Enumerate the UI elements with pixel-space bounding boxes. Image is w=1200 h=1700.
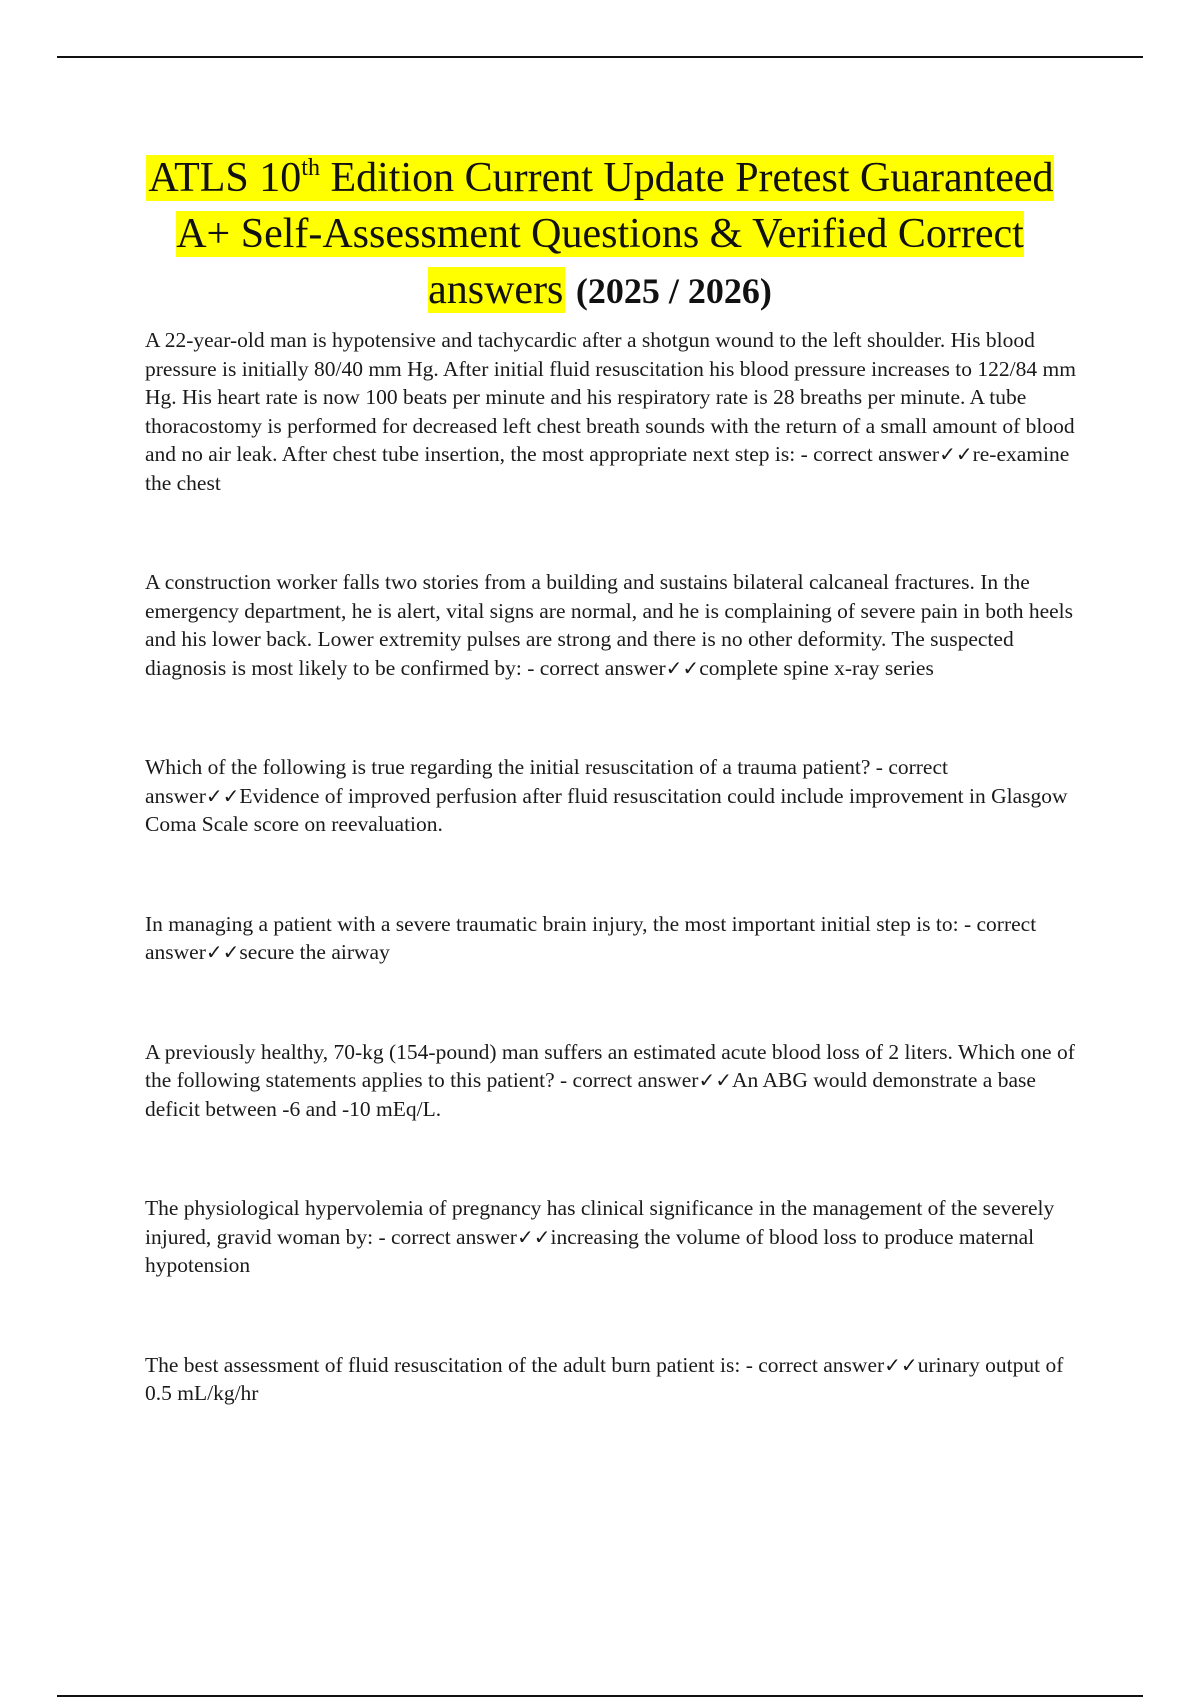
qa-item: [145, 568, 1090, 682]
document-title: [120, 150, 1080, 319]
bottom-rule: [57, 1695, 1143, 1697]
question-text: The best assessment of fluid resuscitation of the adult burn patient is:: [145, 1352, 741, 1377]
qa-item: [145, 910, 1090, 967]
top-rule: [57, 56, 1143, 58]
question-text: A construction worker falls two stories from a building and sustains bilateral calcaneal fractures. In the emergency department, he is alert, vital signs are normal, and he is complaining of severe pain in both heels and his lower back. Lower extremity pulses are strong and there is no other deformity. The suspected diagnosis is most likely to be confirmed by:: [145, 570, 1073, 680]
title-part-2: Edition Current Update Pretest Guaranteed A+ Self-Assessment Questions & Verified Correct answers: [176, 155, 1054, 313]
title-year: (2025 / 2026): [575, 271, 772, 311]
answer-text: Evidence of improved perfusion after fluid resuscitation could include improvement in Glasgow Coma Scale score on reevaluation.: [145, 783, 1068, 836]
check-icon: ✓✓: [205, 940, 240, 964]
answer-text: re-examine the chest: [145, 442, 1070, 495]
check-icon: ✓✓: [698, 1068, 732, 1092]
check-icon: ✓✓: [884, 1352, 918, 1377]
answer-prefix: - correct answer: [527, 655, 666, 680]
answer-prefix: - correct answer: [145, 755, 948, 808]
check-icon: ✓✓: [516, 1224, 551, 1249]
answer-text: An ABG would demonstrate a base deficit between -6 and -10 mEq/L.: [145, 1068, 1036, 1121]
question-text: The physiological hypervolemia of pregnancy has clinical significance in the management of the severely injured, gravid woman by:: [145, 1196, 1055, 1249]
qa-item: [145, 753, 1090, 839]
check-icon: ✓✓: [939, 442, 973, 466]
answer-prefix: - correct answer: [800, 442, 940, 466]
answer-prefix: - correct answer: [378, 1224, 517, 1249]
question-text: A 22-year-old man is hypotensive and tachycardic after a shotgun wound to the left shoulder. His blood pressure is initially 80/40 mm Hg. After initial fluid resuscitation his blood pressure increases to 122/84 mm Hg. His heart rate is now 100 beats per minute and his respiratory rate is 28 breaths per minute. A tube thoracostomy is performed for decreased left chest breath sounds with the return of a small amount of blood and no air leak. After chest tube insertion, the most appropriate next step is:: [145, 328, 1076, 466]
check-icon: ✓✓: [205, 783, 240, 808]
title-part-1: ATLS 10: [148, 155, 302, 201]
answer-prefix: - correct answer: [145, 911, 1037, 964]
answer-prefix: - correct answer: [745, 1352, 885, 1377]
answer-text: secure the airway: [239, 940, 390, 964]
answer-text: increasing the volume of blood loss to produce maternal hypotension: [145, 1224, 1035, 1277]
question-text: In managing a patient with a severe traumatic brain injury, the most important initial step is to:: [145, 911, 959, 936]
check-icon: ✓✓: [665, 655, 700, 680]
question-text: A previously healthy, 70-kg (154-pound) man suffers an estimated acute blood loss of 2 liters. Which one of the following statements applies to this patient?: [145, 1039, 1075, 1092]
answer-text: complete spine x-ray series: [699, 655, 934, 680]
qa-item: [145, 1194, 1090, 1280]
qa-item: [145, 1038, 1090, 1124]
answer-prefix: - correct answer: [560, 1068, 699, 1092]
qa-list: [145, 326, 1090, 1408]
question-text: Which of the following is true regarding the initial resuscitation of a trauma patient?: [145, 755, 871, 779]
qa-item: [145, 1351, 1090, 1408]
answer-text: urinary output of 0.5 mL/kg/hr: [145, 1352, 1064, 1405]
qa-item: [145, 326, 1090, 497]
title-superscript: th: [301, 155, 320, 181]
